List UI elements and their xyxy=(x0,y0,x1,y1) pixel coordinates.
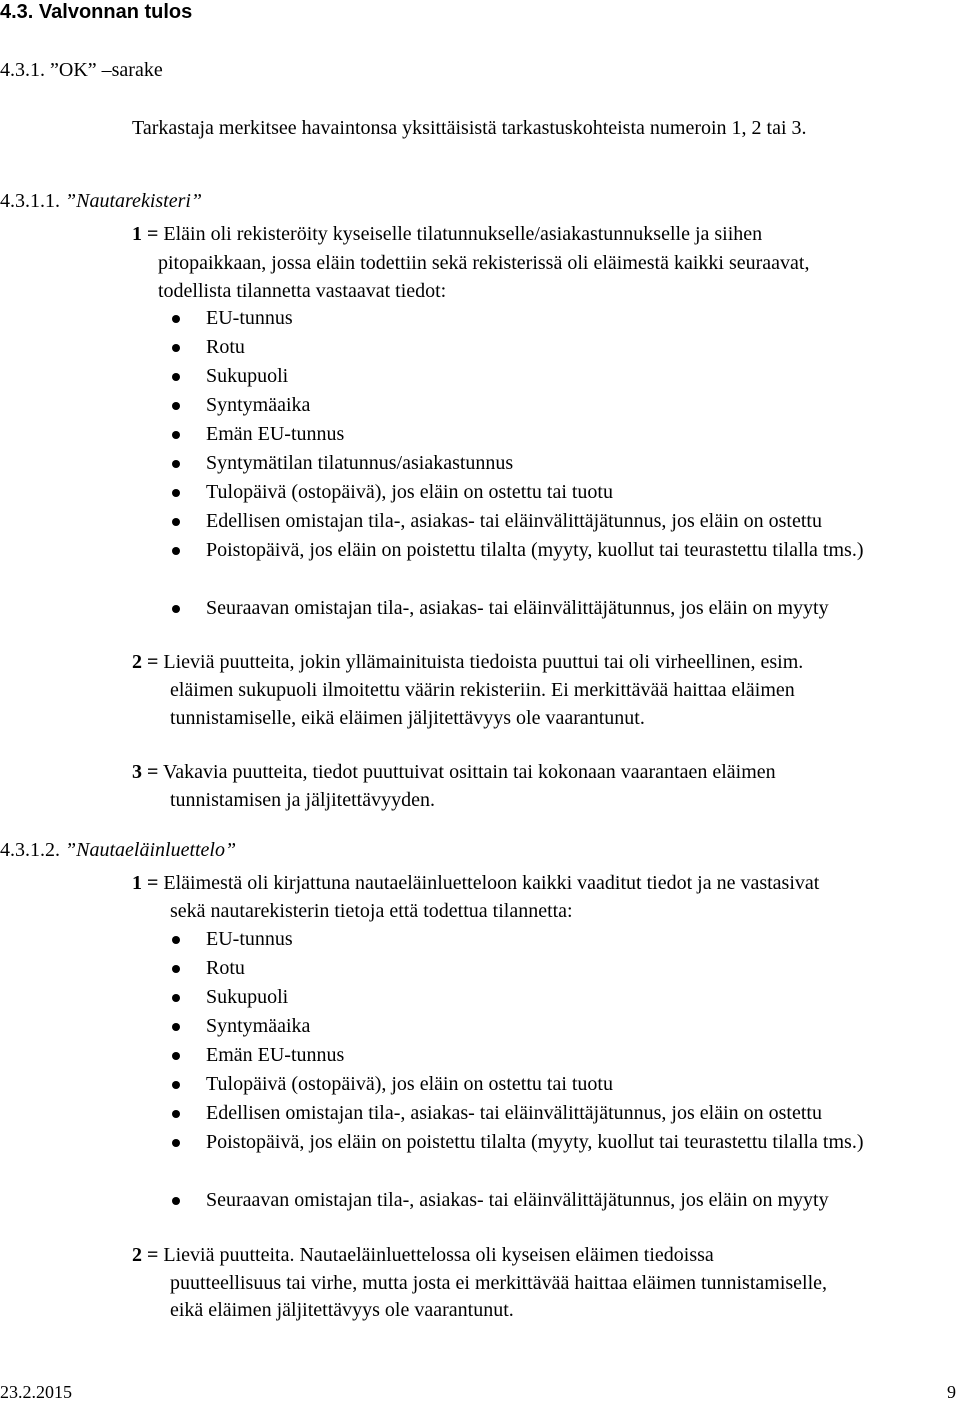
list-item: Tulopäivä (ostopäivä), jos eläin on ostettu tai tuotu xyxy=(166,478,960,507)
list-item: Poistopäivä, jos eläin on poistettu tilalta (myyty, kuollut tai teurastettu tilalla tms.) xyxy=(166,1128,960,1186)
part1-score3 xyxy=(132,758,776,787)
part1-bullet-list xyxy=(166,304,960,623)
part1-score2 xyxy=(132,648,803,677)
part2-score1-label: 1 = xyxy=(132,872,159,894)
page-number: 9 xyxy=(947,1382,956,1402)
part1-score1-line: Eläin oli rekisteröity kyseiselle tilatunnukselle/asiakastunnukselle ja siihen xyxy=(163,223,763,245)
part2-score2-line: eikä eläimen jäljitettävyys ole vaarantunut. xyxy=(170,1299,514,1321)
part1-score2-line: eläimen sukupuoli ilmoitettu väärin rekisteriin. Ei merkittävää haittaa eläimen xyxy=(170,679,795,701)
footer-date: 23.2.2015 xyxy=(0,1382,72,1402)
part2-score2-line: Lieviä puutteita. Nautaeläinluettelossa oli kyseisen eläimen tiedoissa xyxy=(163,1244,714,1266)
list-item: Syntymätilan tilatunnus/asiakastunnus xyxy=(166,449,960,478)
list-item: EU-tunnus xyxy=(166,304,960,333)
part1-score3-line: tunnistamisen ja jäljitettävyyden. xyxy=(170,789,435,811)
part1-score2-line: tunnistamiselle, eikä eläimen jäljitettävyys ole vaarantunut. xyxy=(170,707,645,729)
part1-score2-line: Lieviä puutteita, jokin yllämainituista tiedoista puuttui tai oli virheellinen, esim. xyxy=(163,651,804,673)
part2-score2 xyxy=(132,1241,714,1270)
list-item: Edellisen omistajan tila-, asiakas- tai eläinvälittäjätunnus, jos eläin on ostettu xyxy=(166,507,960,536)
part2-heading xyxy=(0,836,236,865)
intro-text: Tarkastaja merkitsee havaintonsa yksittäisistä tarkastuskohteista numeroin 1, 2 tai 3. xyxy=(132,117,807,139)
list-item: Emän EU-tunnus xyxy=(166,1041,960,1070)
part1-score3-label: 3 = xyxy=(132,761,159,783)
part2-title: ”Nautaeläinluettelo” xyxy=(65,839,237,861)
part1-title: ”Nautarekisteri” xyxy=(65,190,203,212)
part1-score2-label: 2 = xyxy=(132,651,159,673)
subheading xyxy=(0,56,163,85)
list-item: Syntymäaika xyxy=(166,391,960,420)
list-item: Sukupuoli xyxy=(166,983,960,1012)
list-item: EU-tunnus xyxy=(166,925,960,954)
part2-score2-label: 2 = xyxy=(132,1244,159,1266)
part1-score1-line: todellista tilannetta vastaavat tiedot: xyxy=(158,280,447,302)
subheading-number: 4.3.1. xyxy=(0,59,45,81)
list-item: Tulopäivä (ostopäivä), jos eläin on ostettu tai tuotu xyxy=(166,1070,960,1099)
list-item: Seuraavan omistajan tila-, asiakas- tai eläinvälittäjätunnus, jos eläin on myyty xyxy=(166,1186,960,1215)
part2-score1 xyxy=(132,869,819,898)
list-item: Sukupuoli xyxy=(166,362,960,391)
list-item: Rotu xyxy=(166,954,960,983)
part2-bullet-list xyxy=(166,925,960,1215)
part1-score1-label: 1 = xyxy=(132,223,159,245)
list-item: Syntymäaika xyxy=(166,1012,960,1041)
part2-score1-line: Eläimestä oli kirjattuna nautaeläinluetteloon kaikki vaaditut tiedot ja ne vastasivat xyxy=(163,872,820,894)
part2-score2-line: puutteellisuus tai virhe, mutta josta ei merkittävää haittaa eläimen tunnistamiselle, xyxy=(170,1272,828,1294)
part1-score1 xyxy=(132,220,762,249)
part2-score1-line: sekä nautarekisterin tietoja että todettua tilannetta: xyxy=(170,900,573,922)
part2-number: 4.3.1.2. xyxy=(0,839,60,861)
subheading-title: ”OK” –sarake xyxy=(50,59,163,81)
list-item: Edellisen omistajan tila-, asiakas- tai eläinvälittäjätunnus, jos eläin on ostettu xyxy=(166,1099,960,1128)
part1-score3-line: Vakavia puutteita, tiedot puuttuivat osittain tai kokonaan vaarantaen eläimen xyxy=(163,761,776,783)
part1-heading xyxy=(0,187,202,216)
section-heading: 4.3. Valvonnan tulos xyxy=(0,1,193,23)
list-item: Rotu xyxy=(166,333,960,362)
list-item: Seuraavan omistajan tila-, asiakas- tai eläinvälittäjätunnus, jos eläin on myyty xyxy=(166,594,960,623)
part1-score1-line: pitopaikkaan, jossa eläin todettiin sekä rekisterissä oli eläimestä kaikki seuraavat, xyxy=(158,252,810,274)
part1-number: 4.3.1.1. xyxy=(0,190,60,212)
list-item: Emän EU-tunnus xyxy=(166,420,960,449)
list-item: Poistopäivä, jos eläin on poistettu tilalta (myyty, kuollut tai teurastettu tilalla tms.) xyxy=(166,536,960,594)
